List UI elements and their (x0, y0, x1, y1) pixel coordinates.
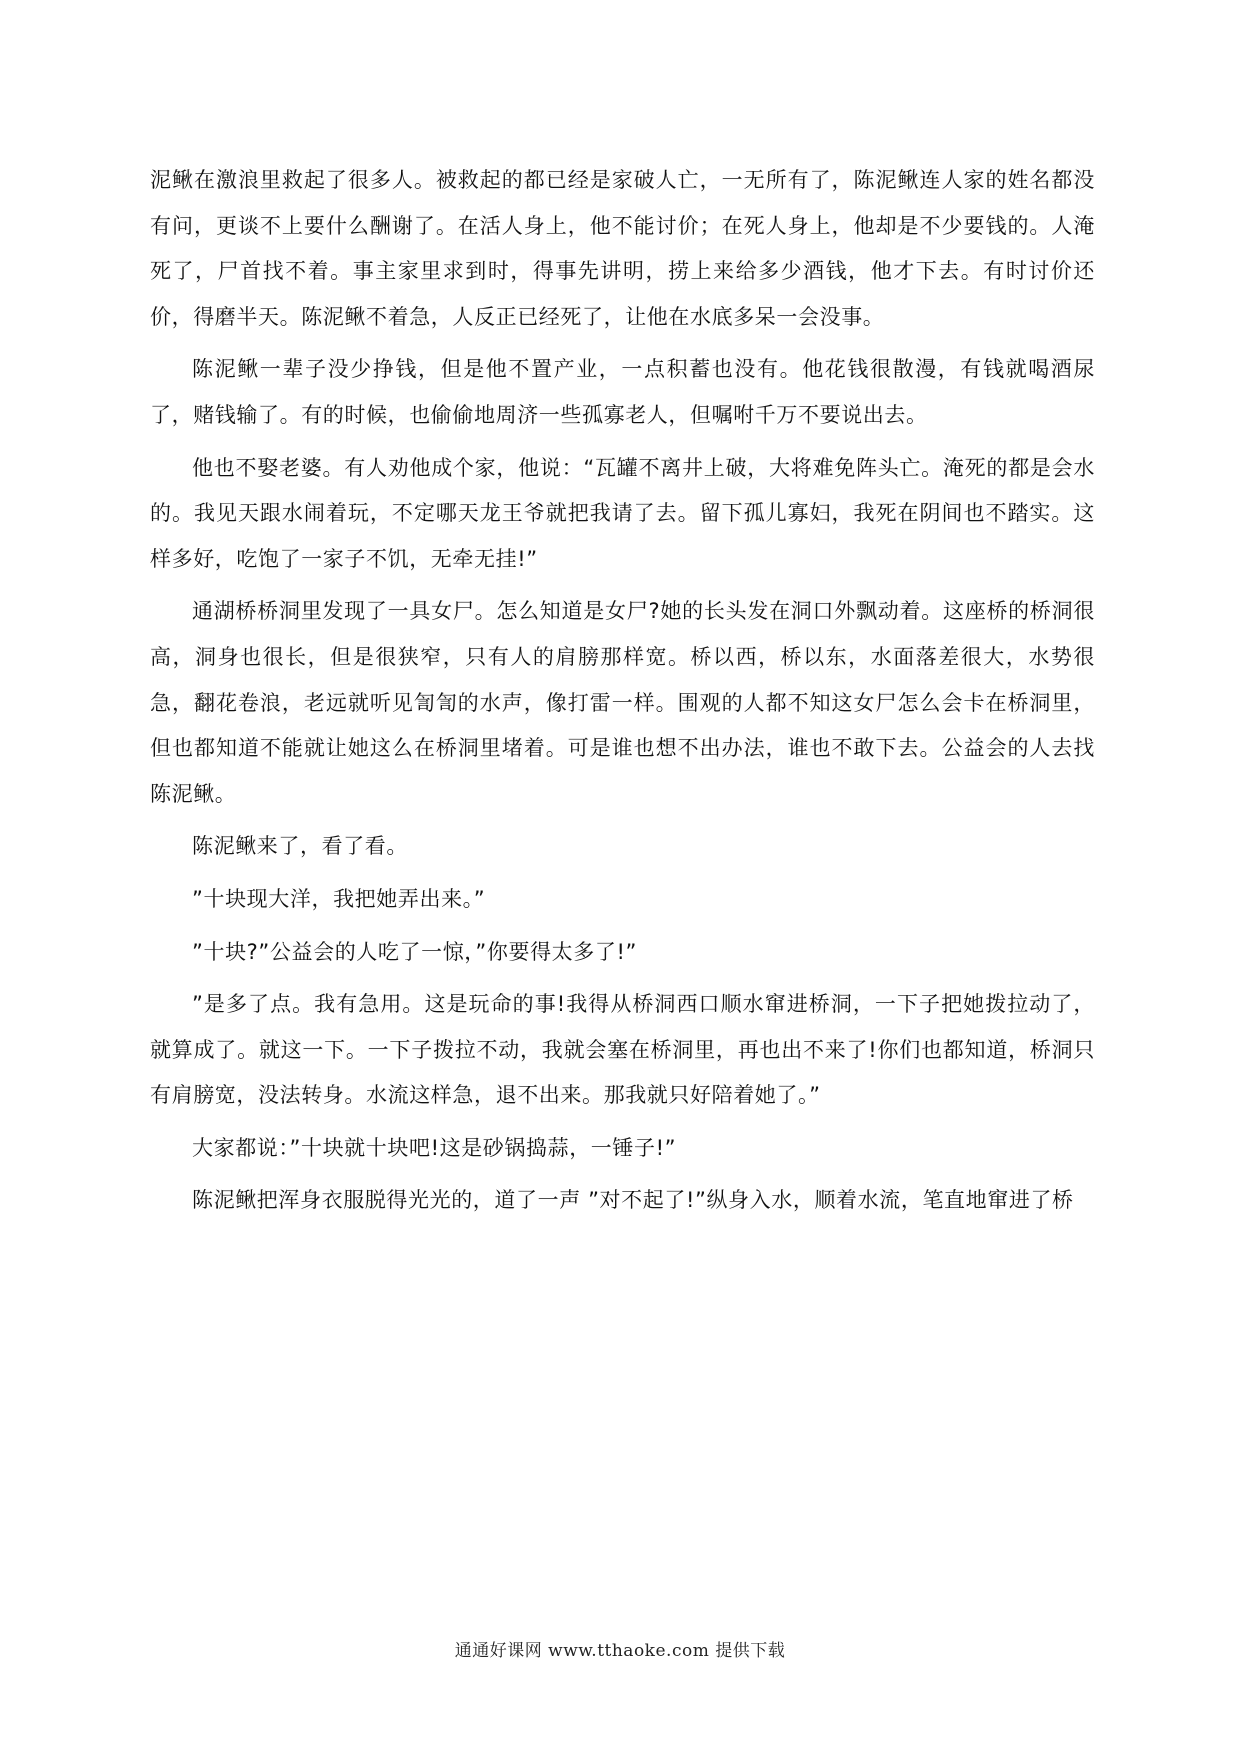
paragraph: ”是多了点。我有急用。这是玩命的事!我得从桥洞西口顺水窜进桥洞，一下子把她拨拉动了，就算成了。就这一下。一下子拨拉不动，我就会塞在桥洞里，再也出不来了!你们也都知道，桥洞只有肩膀宽，没法转身。水流这样急，退不出来。那我就只好陪着她了。” (150, 992, 1095, 1108)
page-footer: 通通好课网 www.tthaoke.com 提供下载 (454, 1641, 786, 1661)
paragraph: 陈泥鳅来了，看了看。 (192, 834, 408, 859)
paragraph: 通湖桥桥洞里发现了一具女尸。怎么知道是女尸?她的长头发在洞口外飘动着。这座桥的桥洞很高，洞身也很长，但是很狭窄，只有人的肩膀那样宽。桥以西，桥以东，水面落差很大，水势很急，翻花卷浪，老远就听见訇訇的水声，像打雷一样。围观的人都不知这女尸怎么会卡在桥洞里，但也都知道不能就让她这么在桥洞里堵着。可是谁也想不出办法，谁也不敢下去。公益会的人去找陈泥鳅。 (150, 599, 1095, 806)
paragraph: 他也不娶老婆。有人劝他成个家，他说：“瓦罐不离井上破，大将难免阵头亡。淹死的都是会水的。我见天跟水闹着玩，不定哪天龙王爷就把我请了去。留下孤儿寡妇，我死在阴间也不踏实。这样多好，吃饱了一家子不饥，无牵无挂!” (150, 455, 1095, 571)
body-text (150, 158, 1095, 1231)
paragraph: 陈泥鳅把浑身衣服脱得光光的，道了一声 ”对不起了!”纵身入水，顺着水流，笔直地窜进了桥 (192, 1188, 1074, 1213)
paragraph: 陈泥鳅一辈子没少挣钱，但是他不置产业，一点积蓄也没有。他花钱很散漫，有钱就喝酒尿了，赌钱输了。有的时候，也偷偷地周济一些孤寡老人，但嘱咐千万不要说出去。 (150, 357, 1095, 427)
paragraph: 泥鳅在激浪里救起了很多人。被救起的都已经是家破人亡，一无所有了，陈泥鳅连人家的姓名都没有问，更谈不上要什么酬谢了。在活人身上，他不能讨价；在死人身上，他却是不少要钱的。人淹死了，尸首找不着。事主家里求到时，得事先讲明，捞上来给多少酒钱，他才下去。有时讨价还价，得磨半天。陈泥鳅不着急，人反正已经死了，让他在水底多呆一会没事。 (150, 168, 1095, 329)
paragraph: ”十块现大洋，我把她弄出来。” (192, 886, 486, 911)
paragraph: ”十块?”公益会的人吃了一惊，”你要得太多了!” (192, 939, 637, 964)
paragraph: 大家都说：”十块就十块吧!这是砂锅捣蒜，一锤子!” (192, 1135, 677, 1160)
